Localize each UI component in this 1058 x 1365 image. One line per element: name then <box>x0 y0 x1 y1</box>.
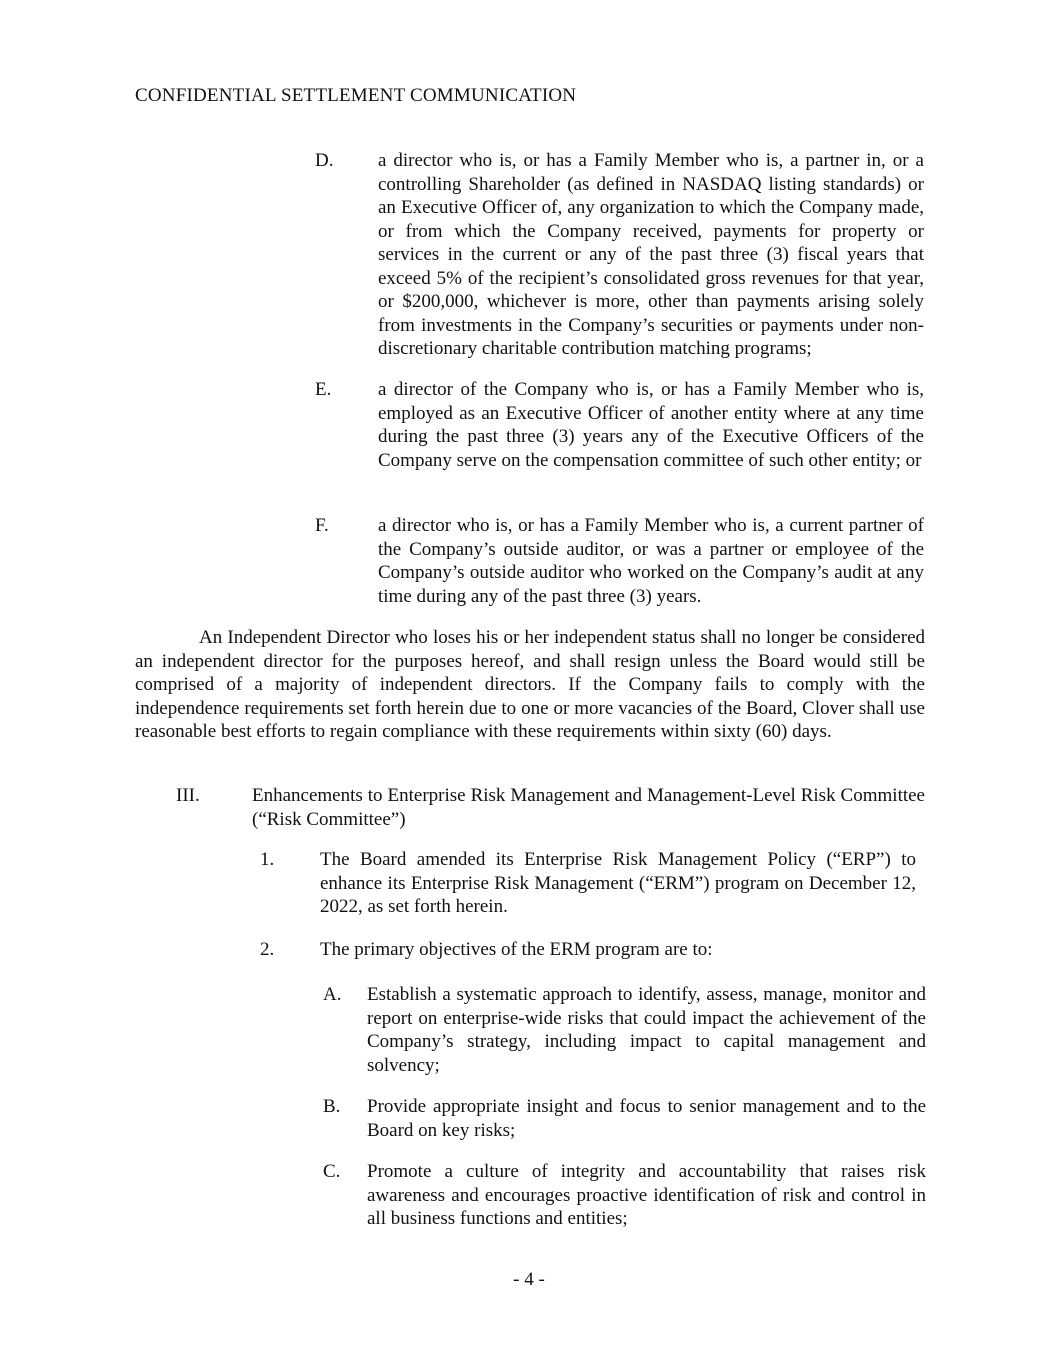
section-three-label: III. <box>176 785 200 806</box>
item-1-text: The Board amended its Enterprise Risk Management Policy (“ERP”) to enhance its Enterprise Risk Management (“ERM”) program on December 12, 2022, as set forth herein. <box>320 849 916 917</box>
item-2-label: 2. <box>260 939 275 960</box>
objective-a-label: A. <box>323 984 342 1005</box>
page-number: - 4 - <box>513 1269 545 1290</box>
criterion-e-label: E. <box>315 379 332 400</box>
criterion-f-label: F. <box>315 515 329 536</box>
criterion-d-label: D. <box>315 150 334 171</box>
section-three-title: Enhancements to Enterprise Risk Management and Management-Level Risk Committee (“Risk Committee”) <box>252 785 925 830</box>
independence-paragraph: An Independent Director who loses his or her independent status shall no longer be considered an independent director for the purposes hereof, and shall resign unless the Board would still be comprised of a majority of independent directors. If the Company fails to comply with the independence requirements set forth herein due to one or more vacancies of the Board, Clover shall use reasonable best efforts to regain compliance with these requirements within sixty (60) days. <box>135 627 925 742</box>
confidential-header: CONFIDENTIAL SETTLEMENT COMMUNICATION <box>135 85 577 106</box>
objective-b-text: Provide appropriate insight and focus to senior management and to the Board on key risks; <box>367 1096 926 1141</box>
item-2-text: The primary objectives of the ERM program are to: <box>320 939 713 960</box>
criterion-e-text: a director of the Company who is, or has a Family Member who is, employed as an Executive Officer of another entity where at any time during the past three (3) years any of the Executive Officers of the Company serve on the compensation committee of such other entity; or <box>378 379 924 471</box>
item-1-label: 1. <box>260 849 275 870</box>
objective-b-label: B. <box>323 1096 341 1117</box>
objective-c-label: C. <box>323 1161 341 1182</box>
criterion-f-text: a director who is, or has a Family Member who is, a current partner of the Company’s outside auditor, or was a partner or employee of the Company’s outside auditor who worked on the Company’s audit at any time during any of the past three (3) years. <box>378 515 924 607</box>
objective-a-text: Establish a systematic approach to identify, assess, manage, monitor and report on enterprise-wide risks that could impact the achievement of the Company’s strategy, including impact to capital management and solvency; <box>367 984 926 1076</box>
criterion-d-text: a director who is, or has a Family Member who is, a partner in, or a controlling Shareholder (as defined in NASDAQ listing standards) or an Executive Officer of, any organization to which the Company made, or from which the Company received, payments for property or services in the current or any of the past three (3) fiscal years that exceed 5% of the recipient’s consolidated gross revenues for that year, or $200,000, whichever is more, other than payments arising solely from investments in the Company’s securities or payments under non-discretionary charitable contribution matching programs; <box>378 150 924 359</box>
objective-c-text: Promote a culture of integrity and accountability that raises risk awareness and encourages proactive identification of risk and control in all business functions and entities; <box>367 1161 926 1229</box>
